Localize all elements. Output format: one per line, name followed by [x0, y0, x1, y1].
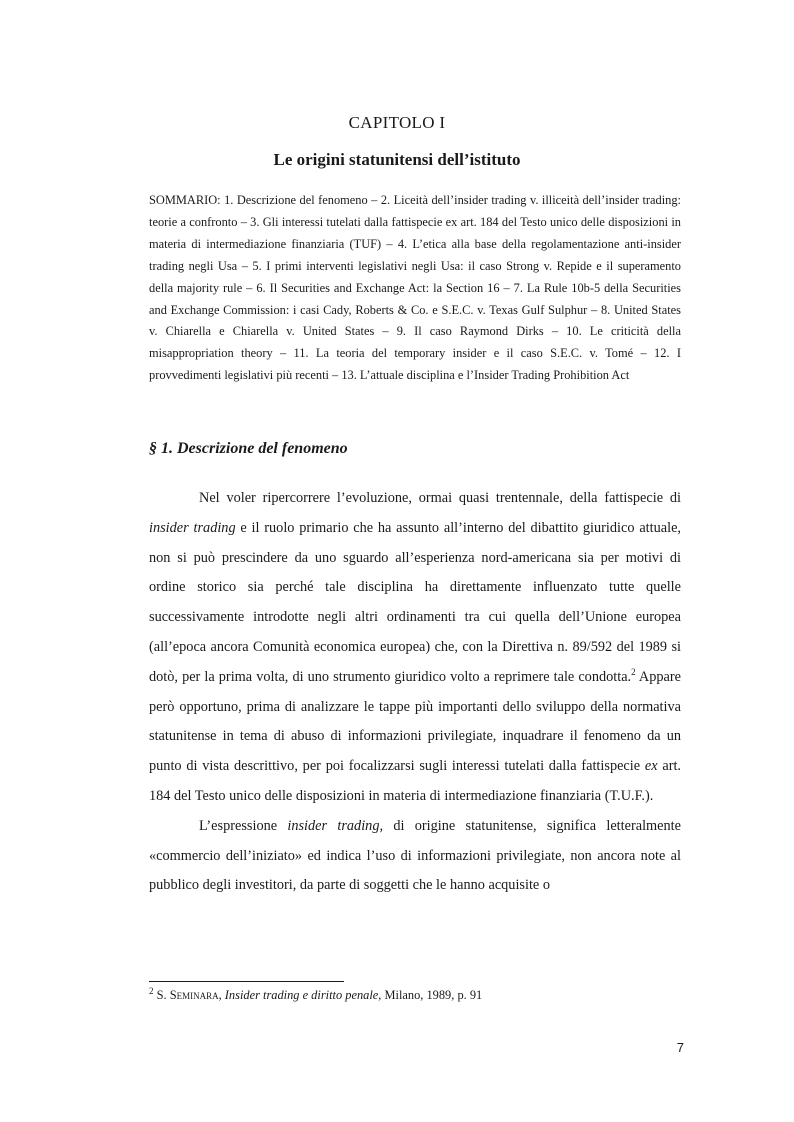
p1-text-2: e il ruolo primario che ha assunto all’interno del dibattito giuridico attuale, non si può prescindere da uno sguardo all’esperienza nord-americana sia per motivi di ordine storico sia perché tale disciplina ha direttamente influenzato tutte quelle successivamente introdotte negli altri ordinamenti tra cui quella dell’Unione europea (all’epoca ancora Comunità economica europea) che, con la Direttiva n. 89/592 del 1989 si dotò, per la prima volta, di uno strumento giuridico volto a reprimere tale condotta.	[149, 519, 681, 685]
p2-text-2: di origine statunitense, significa letteralmente «commercio dell’iniziato» ed indica l’uso di informazioni privilegiate, non ancora note al pubblico degli investitori, da parte di soggetti che le hanno acquisite o	[149, 817, 681, 894]
footnote-author-initial: S.	[156, 988, 170, 1002]
p1-text-4: art. 184 del Testo unico delle disposizioni in materia di intermediazione finanziaria (T.U.F.).	[149, 758, 681, 804]
footnote-reference[interactable]: 2	[631, 667, 636, 678]
body-paragraph-2	[149, 812, 681, 901]
chapter-title: CAPITOLO I	[348, 113, 446, 132]
page-number: 7	[676, 1040, 684, 1055]
p1-italic-2: ex	[644, 758, 658, 775]
footnote-rest: Milano, 1989, p. 91	[381, 988, 483, 1002]
body-text	[149, 484, 681, 901]
chapter-summary: SOMMARIO: 1. Descrizione del fenomeno – 2. Liceità dell’insider trading v. illiceità dell’insider trading: teorie a confronto – 3. Gli interessi tutelati dalla fattispecie ex art. 184 del Testo unico delle disposizioni in materia di intermediazione finanziaria (TUF) – 4. L’etica alla base della regolamentazione anti-insider trading negli Usa – 5. I primi interventi legislativi negli Usa: il caso Strong v. Repide e il superamento della majority rule – 6. Il Securities and Exchange Act: la Section 16 – 7. La Rule 10b-5 della Securities and Exchange Commission: i casi Cady, Roberts & Co. e S.E.C. v. Texas Gulf Sulphur – 8. United States v. Chiarella e Chiarella v. United States – 9. Il caso Raymond Dirks – 10. Le criticità della misappropriation theory – 11. La teoria del temporary insider e il caso S.E.C. v. Tomé – 12. I provvedimenti legislativi più recenti – 13. L’attuale disciplina e l’Insider Trading Prohibition Act	[149, 193, 681, 383]
p1-italic-1: insider trading	[149, 519, 236, 536]
section-heading: § 1. Descrizione del fenomeno	[149, 440, 348, 457]
p1-text-3: Appare però opportuno, prima di analizzare le tappe più importanti dello sviluppo della normativa statunitense in tema di abuso di informazioni privilegiate, inquadrare il fenomeno da un punto di vista descrittivo, per poi focalizzarsi sugli interessi tutelati dalla fattispecie	[149, 668, 681, 775]
p2-italic-1: insider trading,	[287, 817, 384, 834]
body-paragraph-1	[149, 484, 681, 812]
footnote: $^2$ S. Seminara, Insider trading e diritto penale, Milano, 1989, p. 91	[149, 985, 483, 1002]
footnote-title: Insider trading e diritto penale,	[224, 988, 382, 1002]
chapter-subtitle: Le origini statunitensi dell’istituto	[273, 150, 521, 169]
footnote-number: 2	[149, 985, 154, 996]
footnote-divider	[149, 981, 344, 982]
p2-text-1: L’espressione	[199, 817, 288, 834]
footnote-author-surname: Seminara	[169, 988, 219, 1002]
p1-text-1: Nel voler ripercorrere l’evoluzione, ormai quasi trentennale, della fattispecie di	[199, 490, 681, 506]
